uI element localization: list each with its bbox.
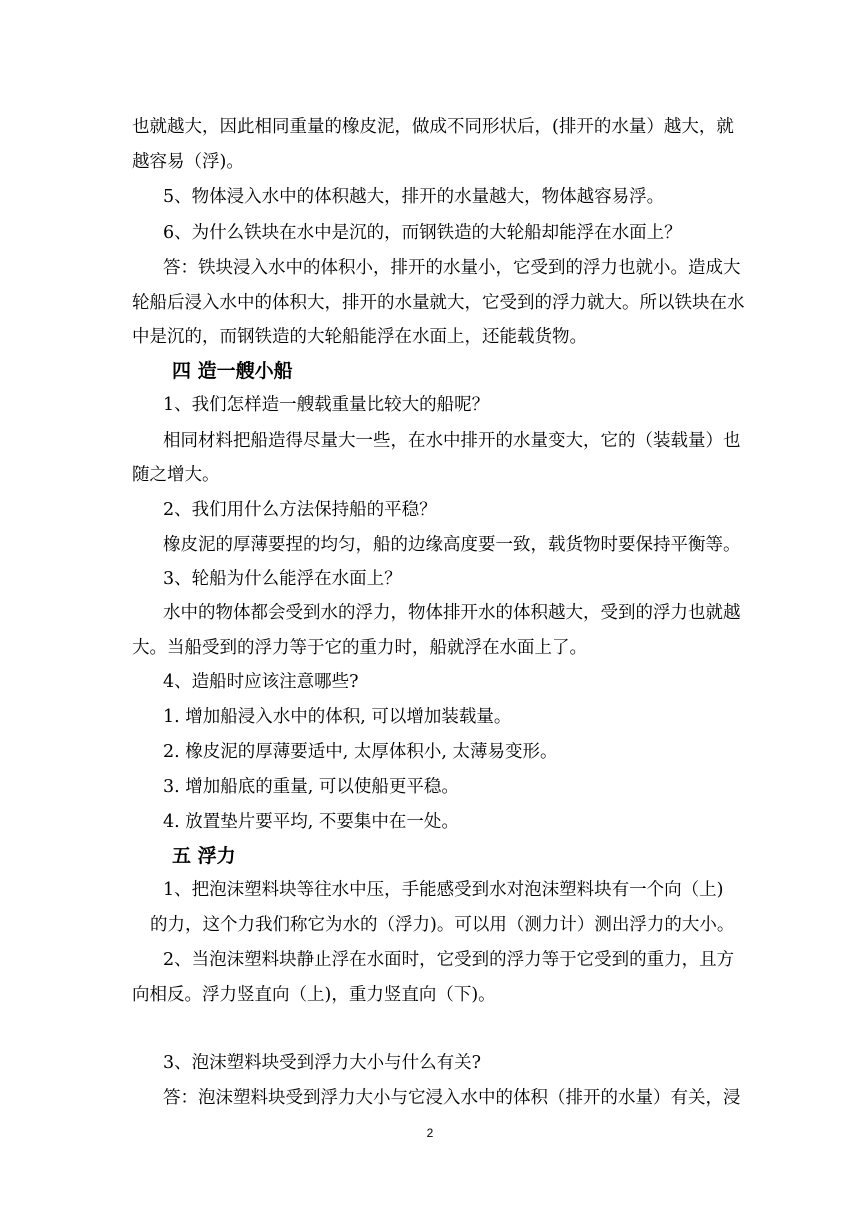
text-line: 向相反。浮力竖直向（上)，重力竖直向（下)。 bbox=[132, 985, 496, 1005]
text-line: 4、造船时应该注意哪些? bbox=[163, 672, 359, 692]
section-heading: 五 浮力 bbox=[172, 845, 236, 867]
text-line: 3、轮船为什么能浮在水面上？ bbox=[163, 569, 402, 589]
list-item: 3. 增加船底的重量, 可以使船更平稳。 bbox=[163, 777, 459, 797]
list-item: 2. 橡皮泥的厚薄要适中, 太厚体积小, 太薄易变形。 bbox=[163, 742, 558, 762]
text-line: 随之增大。 bbox=[132, 465, 220, 485]
text-line: 2、当泡沫塑料块静止浮在水面时，它受到的浮力等于它受到的重力，且方 bbox=[163, 950, 735, 970]
text-line: 相同材料把船造得尽量大一些，在水中排开的水量变大，它的（装载量）也 bbox=[163, 431, 741, 451]
section-heading: 四 造一艘小船 bbox=[172, 360, 293, 382]
text-line: 越容易（浮)。 bbox=[132, 152, 244, 172]
text-line: 1、我们怎样造一艘载重量比较大的船呢？ bbox=[163, 395, 490, 415]
text-line: 1、把泡沫塑料块等往水中压，手能感受到水对泡沫塑料块有一个向（上) bbox=[163, 880, 724, 900]
text-line: 5、物体浸入水中的体积越大，排开的水量越大，物体越容易浮。 bbox=[163, 187, 665, 207]
text-line: 答：泡沫塑料块受到浮力大小与它浸入水中的体积（排开的水量）有关，浸 bbox=[163, 1088, 741, 1108]
text-line: 大。当船受到的浮力等于它的重力时，船就浮在水面上了。 bbox=[132, 638, 587, 658]
text-line: 水中的物体都会受到水的浮力，物体排开水的体积越大，受到的浮力也就越 bbox=[163, 603, 741, 623]
text-line: 的力，这个力我们称它为水的（浮力)。可以用（测力计）测出浮力的大小。 bbox=[150, 915, 735, 935]
text-line: 答：铁块浸入水中的体积小，排开的水量小，它受到的浮力也就小。造成大 bbox=[163, 258, 741, 278]
list-item: 4. 放置垫片要平均, 不要集中在一处。 bbox=[163, 812, 459, 832]
page-number: 2 bbox=[426, 1126, 434, 1140]
text-line: 橡皮泥的厚薄要捏的均匀，船的边缘高度要一致，载货物时要保持平衡等。 bbox=[163, 535, 741, 555]
text-line: 轮船后浸入水中的体积大，排开的水量就大，它受到的浮力就大。所以铁块在水 bbox=[132, 293, 745, 313]
text-line: 中是沉的，而钢铁造的大轮船能浮在水面上，还能载货物。 bbox=[132, 327, 587, 347]
text-line: 6、为什么铁块在水中是沉的，而钢铁造的大轮船却能浮在水面上？ bbox=[163, 223, 682, 243]
text-line: 3、泡沫塑料块受到浮力大小与什么有关? bbox=[163, 1053, 482, 1073]
text-line: 也就越大，因此相同重量的橡皮泥，做成不同形状后，(排开的水量）越大，就 bbox=[132, 117, 734, 137]
text-line: 2、我们用什么方法保持船的平稳？ bbox=[163, 500, 437, 520]
list-item: 1. 增加船浸入水中的体积, 可以增加装载量。 bbox=[163, 707, 512, 727]
